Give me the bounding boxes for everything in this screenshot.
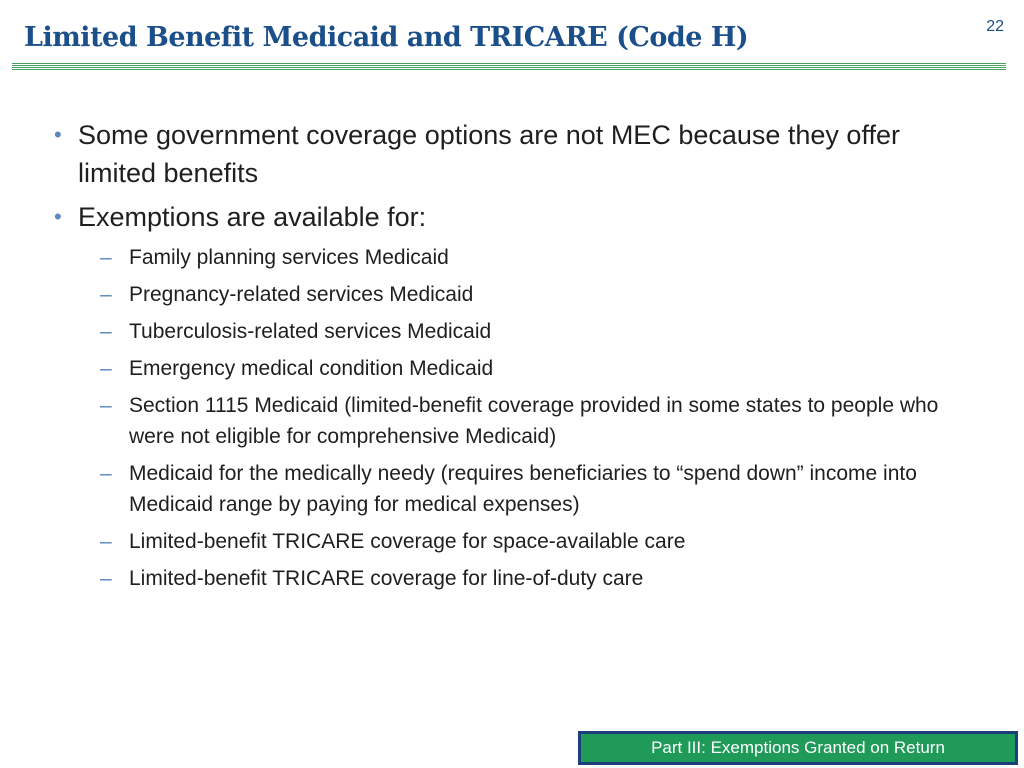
dash-marker-icon: – xyxy=(100,567,112,590)
dash-marker-icon: – xyxy=(100,283,112,306)
sub-bullet-item xyxy=(100,279,954,310)
sub-bullet-item xyxy=(100,353,954,384)
sub-bullet-text: Pregnancy-related services Medicaid xyxy=(129,283,474,306)
slide-title: Limited Benefit Medicaid and TRICARE (Code H) xyxy=(24,22,749,53)
sub-bullet-item xyxy=(100,242,954,273)
bullet-item xyxy=(54,198,954,236)
dash-marker-icon: – xyxy=(100,246,112,269)
sub-bullet-text: Family planning services Medicaid xyxy=(129,246,449,269)
bullet-marker-icon: • xyxy=(54,122,62,147)
dash-marker-icon: – xyxy=(100,530,112,553)
title-divider xyxy=(12,63,1006,70)
sub-bullet-item xyxy=(100,316,954,347)
bullet-text: Exemptions are available for: xyxy=(78,202,427,232)
section-footer-label: Part III: Exemptions Granted on Return xyxy=(578,731,1018,765)
bullet-marker-icon: • xyxy=(54,204,62,229)
sub-bullet-text: Section 1115 Medicaid (limited-benefit coverage provided in some states to people who were not eligible for comprehensive Medicaid) xyxy=(129,394,939,448)
dash-marker-icon: – xyxy=(100,357,112,380)
slide-content xyxy=(54,116,954,600)
sub-bullet-item xyxy=(100,526,954,557)
bullet-item xyxy=(54,116,954,192)
dash-marker-icon: – xyxy=(100,462,112,485)
bullet-text: Some government coverage options are not MEC because they offer limited benefits xyxy=(78,120,900,188)
slide-number: 22 xyxy=(986,18,1004,35)
sub-bullet-item xyxy=(100,563,954,594)
sub-bullet-list xyxy=(54,242,954,594)
dash-marker-icon: – xyxy=(100,394,112,417)
sub-bullet-item xyxy=(100,390,954,452)
sub-bullet-text: Limited-benefit TRICARE coverage for space-available care xyxy=(129,530,686,553)
sub-bullet-text: Emergency medical condition Medicaid xyxy=(129,357,494,380)
sub-bullet-item xyxy=(100,458,954,520)
dash-marker-icon: – xyxy=(100,320,112,343)
sub-bullet-text: Tuberculosis-related services Medicaid xyxy=(129,320,492,343)
sub-bullet-text: Medicaid for the medically needy (requires beneficiaries to “spend down” income into Medicaid range by paying for medical expenses) xyxy=(129,462,917,516)
sub-bullet-text: Limited-benefit TRICARE coverage for line-of-duty care xyxy=(129,567,644,590)
